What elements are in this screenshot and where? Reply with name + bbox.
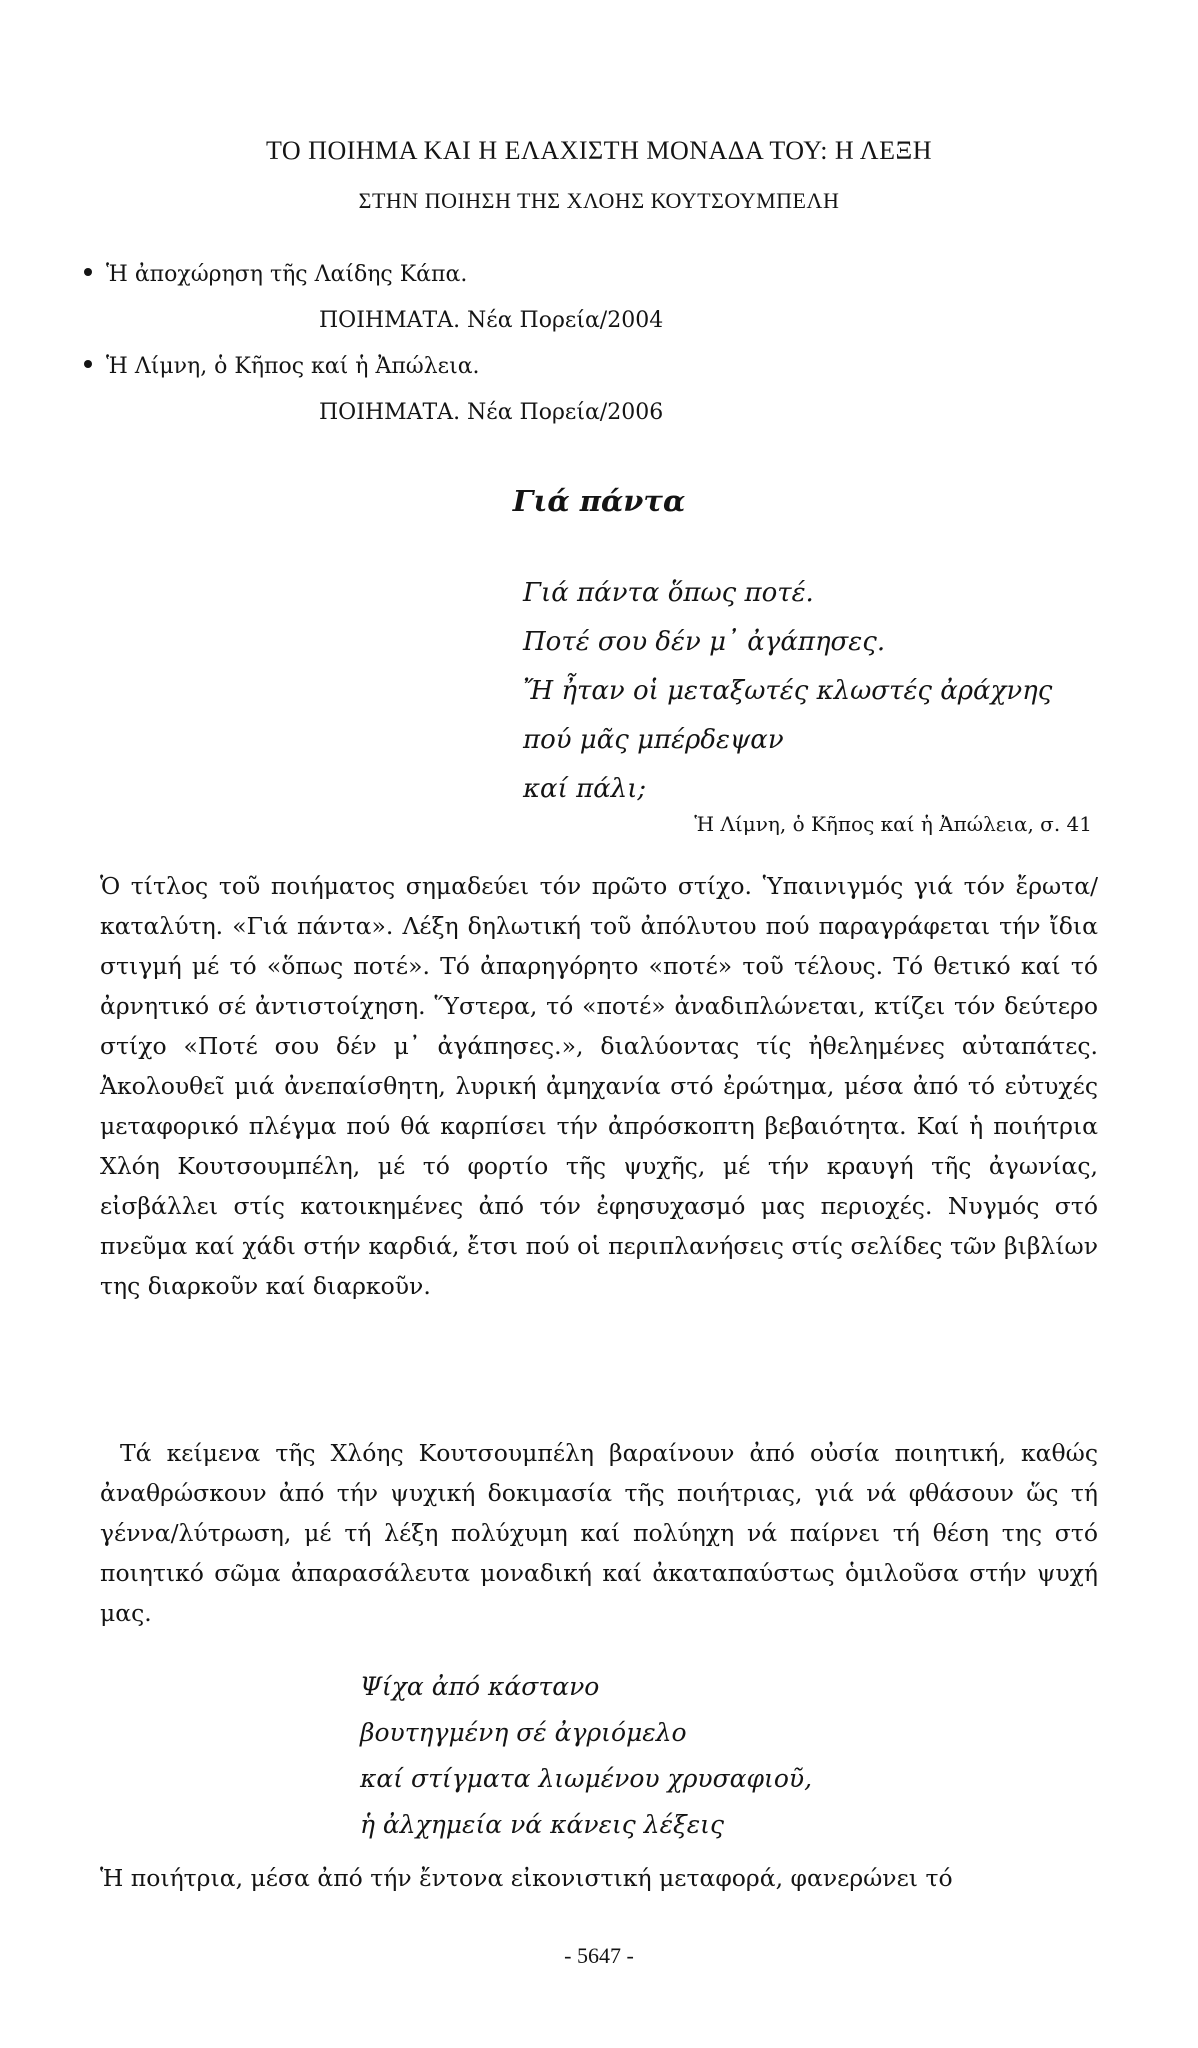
poem-line: Γιά πάντα ὅπως ποτέ. — [523, 578, 814, 608]
body-paragraph: Ὁ τίτλος τοῦ ποιήματος σημαδεύει τόν πρῶτο στίχο. Ὑπαινιγμός γιά τόν ἔρωτα/καταλύτη. «Γιά πάντα». Λέξη δηλωτική τοῦ ἀπόλυτου πού παραγράφεται τήν ἴδια στιγμή μέ τό «ὅπως ποτέ». Τό ἀπαρηγόρητο «ποτέ» τοῦ τέλους. Τό θετικό καί τό ἀρνητικό σέ ἀντιστοίχηση. Ὕστερα, τό «ποτέ» ἀναδιπλώνεται, κτίζει τόν δεύτερο στίχο «Ποτέ σου δέν μ᾽ ἀγάπησες.», διαλύοντας τίς ἠθελημένες αὐταπάτες. Ἀκολουθεῖ μιά ἀνεπαίσθητη, λυρική ἀμηχανία στό ἐρώτημα, μέσα ἀπό τό εὐτυχές μεταφορικό πλέγμα πού θά καρπίσει τήν ἀπρόσκοπτη βεβαιότητα. Καί ἡ ποιήτρια Χλόη Κουτσουμπέλη, μέ τό φορτίο τῆς ψυχῆς, μέ τήν κραυγή τῆς ἀγωνίας, εἰσβάλλει στίς κατοικημένες ἀπό τόν ἐφησυχασμό μας περιοχές. Νυγμός στό πνεῦμα καί χάδι στήν καρδιά, ἔτσι πού οἱ περιπλανήσεις στίς σελίδες τῶν βιβλίων της διαρκοῦν καί διαρκοῦν. — [100, 872, 1098, 1300]
book-title: Ἡ Λίμνη, ὁ Κῆπος καί ἡ Ἀπώλεια. — [106, 354, 480, 379]
quote-line: καί στίγματα λιωμένου χρυσαφιοῦ, — [360, 1764, 813, 1793]
bullet-icon — [84, 360, 92, 368]
article-subtitle: ΣΤΗΝ ΠΟΙΗΣΗ ΤΗΣ ΧΛΟΗΣ ΚΟΥΤΣΟΥΜΠΕΛΗ — [358, 188, 840, 213]
poem-line: καί πάλι; — [523, 774, 647, 804]
poem-line: Ἤ ἦταν οἱ μεταξωτές κλωστές ἀράχνης — [523, 676, 1053, 706]
book-title: Ἡ ἀποχώρηση τῆς Λαίδης Κάπα. — [106, 262, 468, 287]
closing-line: Ἡ ποιήτρια, μέσα ἀπό τήν ἔντονα εἰκονιστική μεταφορά, φανερώνει τό — [100, 1864, 953, 1892]
page-number: - 5647 - — [564, 1943, 634, 1968]
book-item — [84, 354, 480, 379]
poem-line: πού μᾶς μπέρδεψαν — [523, 725, 784, 755]
quote-line: ἡ ἀλχημεία νά κάνεις λέξεις — [360, 1810, 724, 1839]
book-publisher: ΠΟΙΗΜΑΤΑ. Νέα Πορεία/2006 — [319, 400, 664, 425]
body-paragraph: Τά κείμενα τῆς Χλόης Κουτσουμπέλη βαραίνουν ἀπό οὐσία ποιητική, καθώς ἀναθρώσκουν ἀπό τήν ψυχική δοκιμασία τῆς ποιήτριας, γιά νά φθάσουν ὥς τή γέννα/λύτρωση, μέ τή λέξη πολύχυμη καί πολύηχη νά παίρνει τή θέση της στό ποιητικό σῶμα ἀπαρασάλευτα μοναδική καί ἀκαταπαύστως ὁμιλοῦσα στήν ψυχή μας. — [100, 1439, 1098, 1627]
poem-line: Ποτέ σου δέν μ᾽ ἀγάπησες. — [523, 627, 886, 657]
quote-line: βουτηγμένη σέ ἀγριόμελο — [360, 1718, 687, 1747]
poem-title: Γιά πάντα — [512, 484, 686, 518]
bullet-icon — [84, 268, 92, 276]
poem-citation: Ἡ Λίμνη, ὁ Κῆπος καί ἡ Ἀπώλεια, σ. 41 — [694, 812, 1092, 836]
article-title: ΤΟ ΠΟΙΗΜΑ ΚΑΙ Η ΕΛΑΧΙΣΤΗ ΜΟΝΑΔΑ ΤΟΥ: Η ΛΕΞΗ — [265, 136, 932, 165]
book-item — [84, 262, 467, 287]
book-publisher: ΠΟΙΗΜΑΤΑ. Νέα Πορεία/2004 — [319, 308, 664, 333]
quote-line: Ψίχα ἀπό κάστανο — [360, 1672, 600, 1701]
